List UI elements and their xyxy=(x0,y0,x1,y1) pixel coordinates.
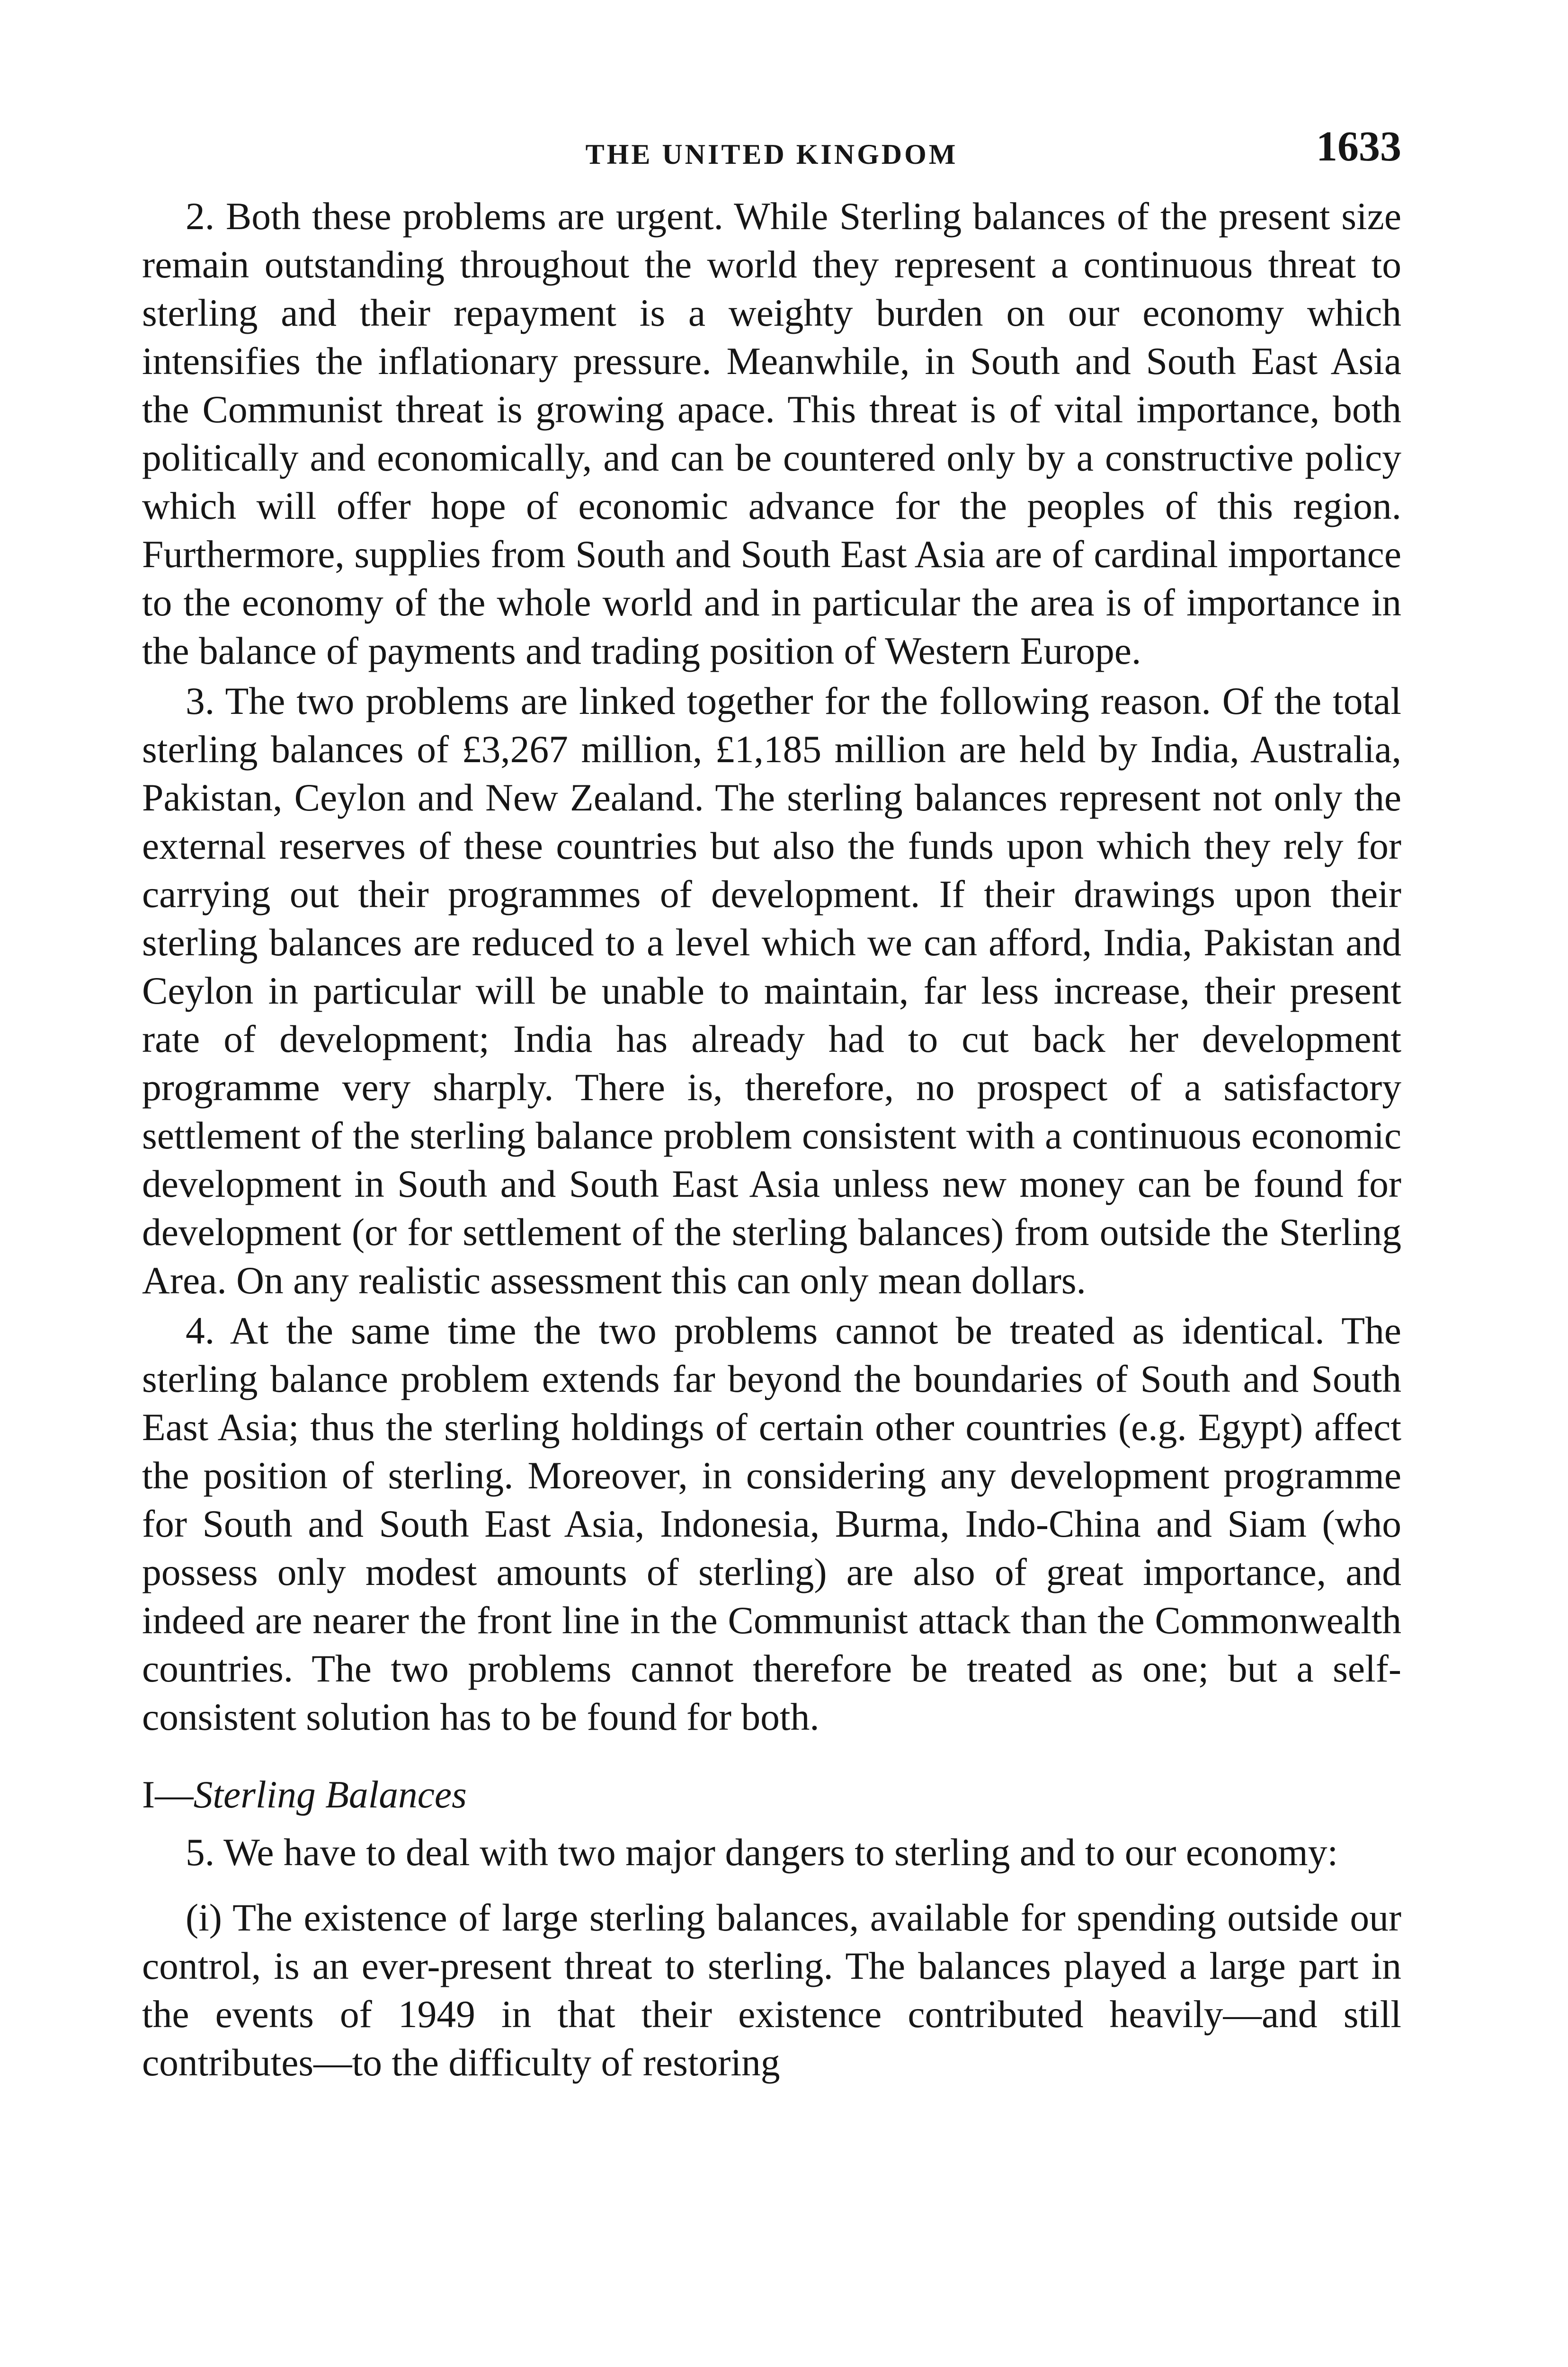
page-number: 1633 xyxy=(1316,123,1401,170)
running-head: THE UNITED KINGDOM xyxy=(585,139,958,170)
paragraph-5: 5. We have to deal with two major dangers to sterling and to our economy: xyxy=(186,1831,1338,1874)
paragraph-3: 3. The two problems are linked together for the following reason. Of the total sterling balances of £3,267 million, £1,185 million are held by India, Australia, Pakistan, Ceylon and New Zealand. The sterling balances represent not only the external reserves of these countries but also the funds upon which they rely for carrying out their programmes of development. If their drawings upon their sterling balances are reduced to a level which we can afford, India, Pakistan and Ceylon in particular will be unable to maintain, far less increase, their present rate of development; India has already had to cut back her development programme very sharply. There is, therefore, no prospect of a satisfactory settlement of the sterling balance problem consistent with a continuous economic development in South and South East Asia unless new money can be found for development (or for settlement of the sterling balances) from outside the Sterling Area. On any realistic assessment this can only mean dollars. xyxy=(142,679,1401,1302)
section-numeral: I— xyxy=(142,1773,194,1816)
subitem-i: (i) The existence of large sterling balances, available for spending outside our control, is an ever-present threat to sterling. The balances played a large part in the events of 1949 in that their existence contributed heavily—and still contributes—to the difficulty of restoring xyxy=(142,1896,1401,2084)
section-heading xyxy=(142,1771,1401,1819)
paragraph-4: 4. At the same time the two problems cannot be treated as identical. The sterling balance problem extends far beyond the boundaries of South and South East Asia; thus the sterling holdings of certain other countries (e.g. Egypt) affect the position of sterling. Moreover, in considering any development programme for South and South East Asia, Indonesia, Burma, Indo-China and Siam (who possess only modest amounts of sterling) are also of great importance, and indeed are nearer the front line in the Communist attack than the Commonwealth countries. The two problems cannot therefore be treated as one; but a self-consistent solution has to be found for both. xyxy=(142,1309,1401,1738)
body-text xyxy=(142,192,1401,2087)
paragraph-2: 2. Both these problems are urgent. While Sterling balances of the present size remain outstanding throughout the world they represent a continuous threat to sterling and their repayment is a weighty burden on our economy which intensifies the inflationary pressure. Meanwhile, in South and South East Asia the Communist threat is growing apace. This threat is of vital importance, both politically and economically, and can be countered only by a constructive policy which will offer hope of economic advance for the peoples of this region. Furthermore, supplies from South and South East Asia are of cardinal importance to the economy of the whole world and in particular the area is of importance in the balance of payments and trading position of Western Europe. xyxy=(142,195,1401,672)
page-header xyxy=(142,118,1401,175)
book-page xyxy=(142,118,1401,2089)
section-title: Sterling Balances xyxy=(193,1773,467,1816)
